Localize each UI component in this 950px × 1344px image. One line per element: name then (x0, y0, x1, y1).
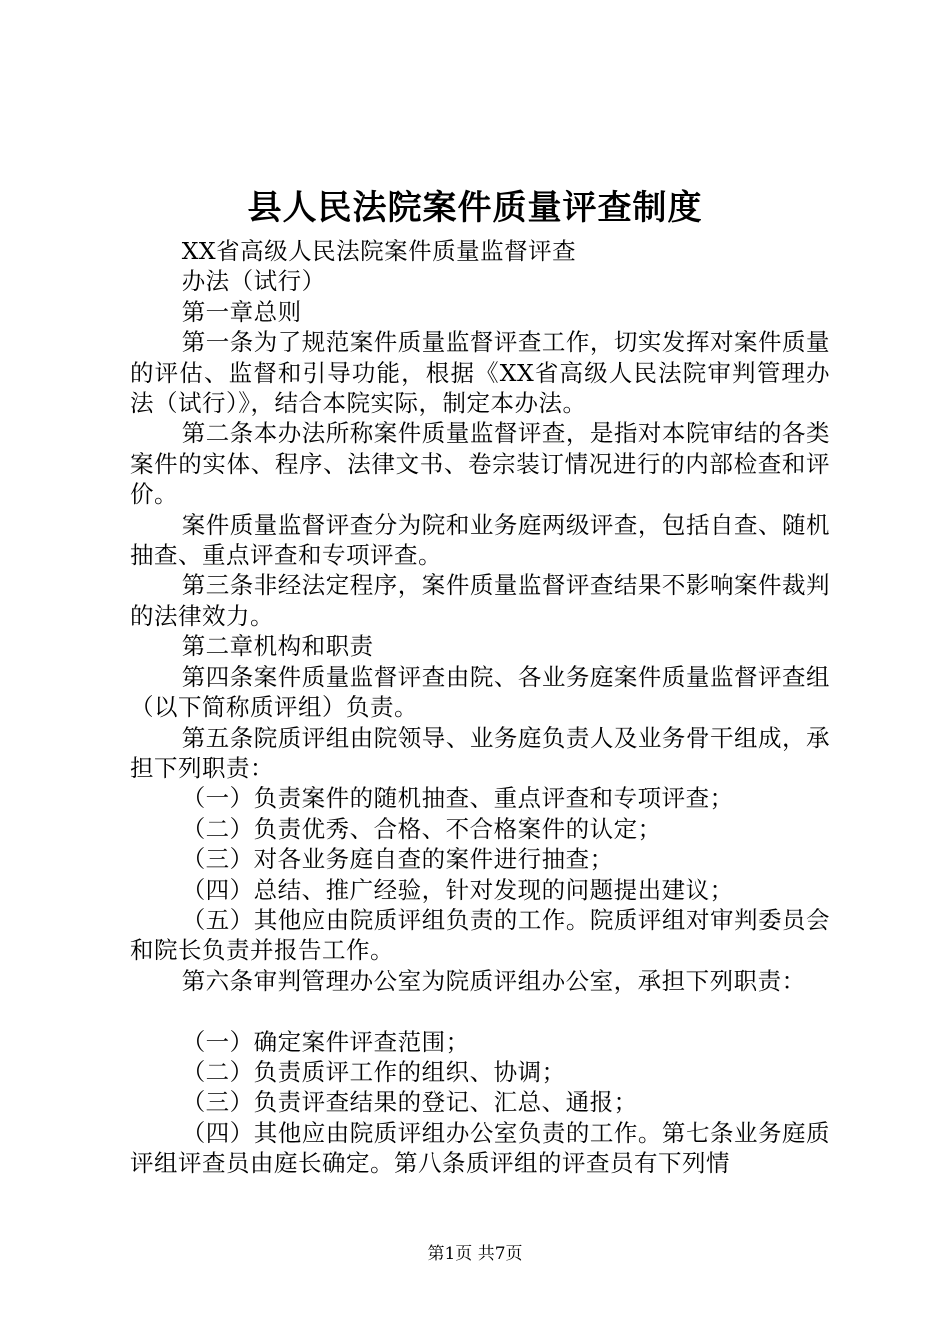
paragraph: 第六条审判管理办公室为院质评组办公室，承担下列职责： (181, 966, 806, 995)
paragraph-spacer (130, 996, 830, 1026)
paragraph: 第一条为了规范案件质量监督评查工作，切实发挥对案件质量的评估、监督和引导功能，根据《XX省高级人民法院审判管理办法（试行）》，结合本院实际，制定本办法。 (130, 328, 830, 418)
paragraph: 第二条本办法所称案件质量监督评查，是指对本院审结的各类案件的实体、程序、法律文书、卷宗装订情况进行的内部检查和评价。 (130, 419, 830, 509)
list-item: （二）负责质评工作的组织、协调； (181, 1057, 566, 1086)
chapter-heading: 第一章总则 (181, 297, 302, 326)
list-item: （五）其他应由院质评组负责的工作。院质评组对审判委员会和院长负责并报告工作。 (130, 905, 830, 965)
paragraph: 第三条非经法定程序，案件质量监督评查结果不影响案件裁判的法律效力。 (130, 571, 830, 630)
list-item: （三）对各业务庭自查的案件进行抽查； (181, 845, 614, 874)
list-item: （四）总结、推广经验，针对发现的问题提出建议； (181, 875, 734, 904)
paragraph: 第四条案件质量监督评查由院、各业务庭案件质量监督评查组（以下简称质评组）负责。 (130, 662, 830, 722)
document-title: 县人民法院案件质量评查制度 (247, 188, 703, 228)
list-item: （三）负责评查结果的登记、汇总、通报； (181, 1088, 638, 1117)
list-item: （一）确定案件评查范围； (181, 1027, 470, 1056)
page-number-footer: 第1页 共7页 (427, 1244, 523, 1264)
list-item: （四）其他应由院质评组办公室负责的工作。第七条业务庭质评组评查员由庭长确定。第八条质评组的评查员有下列情 (130, 1118, 830, 1178)
paragraph: 第五条院质评组由院领导、业务庭负责人及业务骨干组成，承担下列职责： (130, 723, 830, 782)
paragraph: 案件质量监督评查分为院和业务庭两级评查，包括自查、随机抽查、重点评查和专项评查。 (130, 510, 830, 570)
list-item: （一）负责案件的随机抽查、重点评查和专项评查； (181, 784, 734, 813)
chapter-heading: 第二章机构和职责 (181, 632, 374, 661)
document-body (130, 236, 830, 1179)
paragraph: XX省高级人民法院案件质量监督评查 (181, 237, 577, 265)
paragraph: 办法（试行） (181, 267, 326, 296)
list-item: （二）负责优秀、合格、不合格案件的认定； (181, 814, 662, 843)
